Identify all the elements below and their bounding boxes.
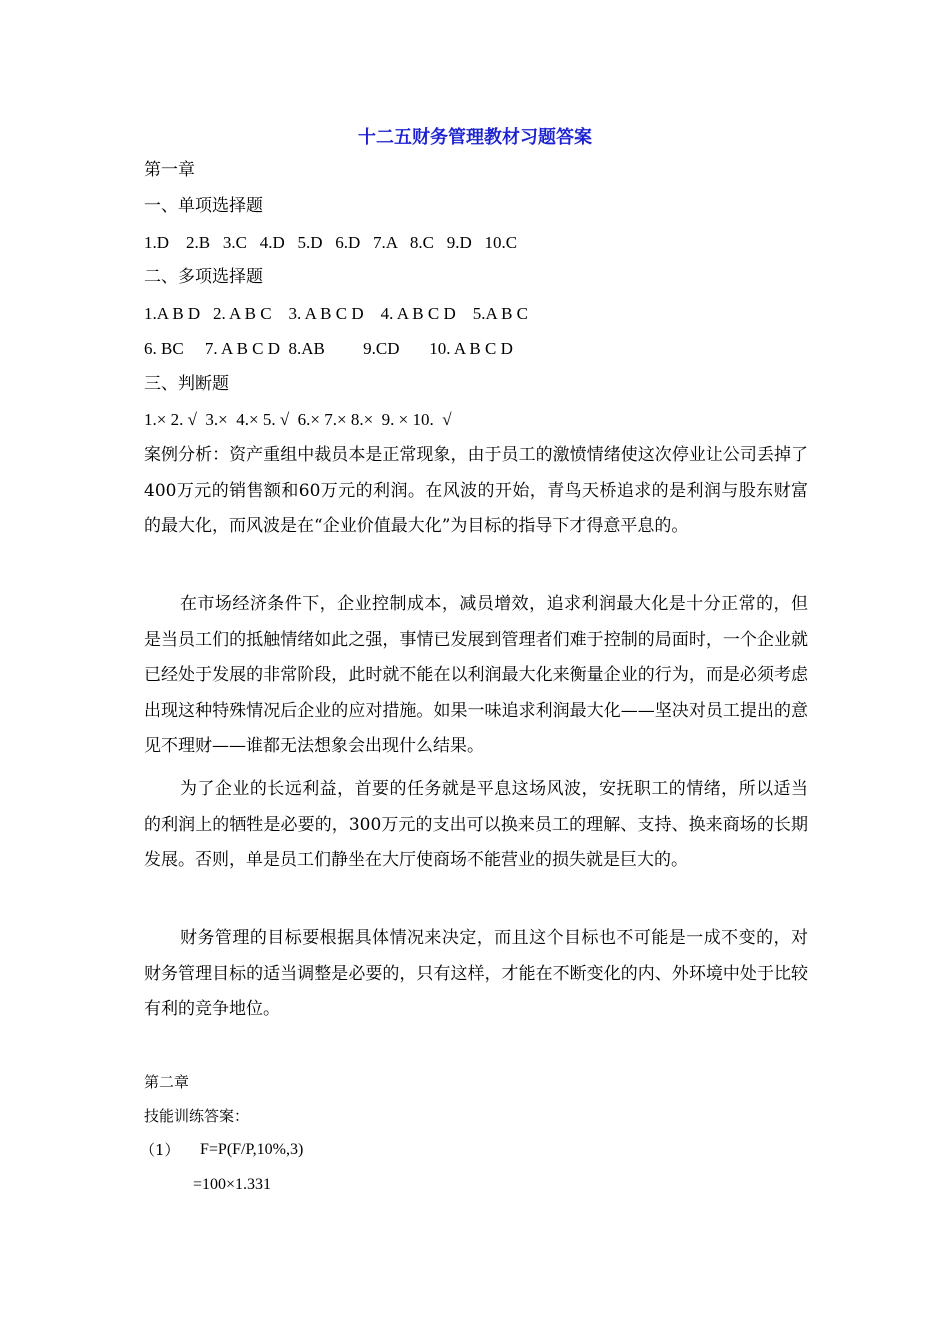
section3-answers: 1.× 2. √ 3.× 4.× 5. √ 6.× 7.× 8.× 9. × 10. √ — [144, 410, 452, 429]
section2-heading: 二、多项选择题 — [144, 267, 263, 287]
chapter2-heading: 第二章 — [144, 1073, 190, 1091]
case-paragraph-1: 案例分析：资产重组中裁员本是正常现象，由于员工的激愤情绪使这次停业让公司丢掉了400万元的销售额和60万元的利润。在风波的开始，青鸟天桥追求的是利润与股东财富的最大化，而风波是在“企业价值最大化”为目标的指导下才得意平息的。 — [144, 445, 808, 536]
document-title: 十二五财务管理教材习题答案 — [358, 127, 592, 148]
item1-label: （1） — [140, 1141, 180, 1159]
item1-step: =100×1.331 — [193, 1176, 272, 1193]
case-paragraph-2: 在市场经济条件下，企业控制成本，减员增效，追求利润最大化是十分正常的，但是当员工们的抵触情绪如此之强，事情已发展到管理者们难于控制的局面时，一个企业就已经处于发展的非常阶段，此时就不能在以利润最大化来衡量企业的行为，而是必须考虑出现这种特殊情况后企业的应对措施。如果一味追求利润最大化——坚决对员工提出的意见不理财——谁都无法想象会出现什么结果。 — [144, 594, 808, 756]
section2-answers-line1: 1.A B D 2. A B C 3. A B C D 4. A B C D 5.A B C — [144, 304, 529, 323]
section3-heading: 三、判断题 — [144, 374, 229, 394]
section1-answers: 1.D 2.B 3.C 4.D 5.D 6.D 7.A 8.C 9.D 10.C — [144, 233, 518, 252]
item1-formula: F=P(F/P,10%,3) — [200, 1141, 304, 1158]
chapter1-heading: 第一章 — [144, 160, 195, 180]
section2-answers-line2: 6. BC 7. A B C D 8.AB 9.CD 10. A B C D — [144, 339, 513, 358]
section1-heading: 一、单项选择题 — [144, 196, 263, 216]
skills-heading: 技能训练答案： — [144, 1107, 250, 1125]
case-paragraph-4: 财务管理的目标要根据具体情况来决定，而且这个目标也不可能是一成不变的，对财务管理目标的适当调整是必要的，只有这样，才能在不断变化的内、外环境中处于比较有利的竞争地位。 — [144, 928, 808, 1019]
case-paragraph-3: 为了企业的长远利益，首要的任务就是平息这场风波，安抚职工的情绪，所以适当的利润上的牺牲是必要的，300万元的支出可以换来员工的理解、支持、换来商场的长期发展。否则，单是员工们静坐在大厅使商场不能营业的损失就是巨大的。 — [144, 779, 808, 870]
